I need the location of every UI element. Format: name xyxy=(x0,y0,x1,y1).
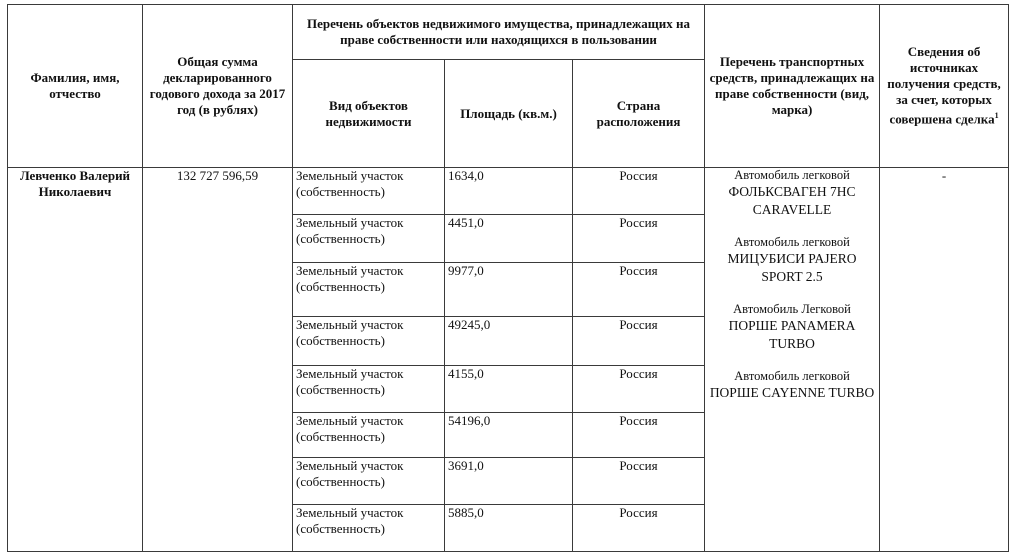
person-income: 132 727 596,59 xyxy=(143,168,293,552)
property-country-cell: Россия xyxy=(573,457,705,504)
property-area-cell: 4155,0 xyxy=(445,365,573,412)
vehicle-type: Автомобиль легковой xyxy=(734,168,850,183)
header-sources xyxy=(880,5,1009,168)
property-area-cell: 1634,0 xyxy=(445,168,573,215)
vehicle-type: Автомобиль легковой xyxy=(734,235,850,250)
property-type-cell: Земельный участок (собственность) xyxy=(293,215,445,263)
vehicle-entry xyxy=(708,168,876,219)
property-country-cell: Россия xyxy=(573,316,705,365)
vehicle-entry xyxy=(708,302,876,353)
header-income: Общая сумма декларированного годового дохода за 2017 год (в рублях) xyxy=(143,5,293,168)
property-type-cell: Земельный участок (собственность) xyxy=(293,365,445,412)
header-property-group: Перечень объектов недвижимого имущества, принадлежащих на праве собственности или находящихся в пользовании xyxy=(293,5,705,60)
property-country-cell: Россия xyxy=(573,412,705,457)
property-type-cell: Земельный участок (собственность) xyxy=(293,316,445,365)
property-country-cell: Россия xyxy=(573,263,705,316)
header-sources-footnote: 1 xyxy=(994,111,999,121)
table-row xyxy=(8,168,1009,215)
declaration-table xyxy=(7,4,1009,552)
vehicle-entry xyxy=(708,369,876,402)
vehicle-entry xyxy=(708,235,876,286)
header-name: Фамилия, имя, отчество xyxy=(8,5,143,168)
property-area-cell: 3691,0 xyxy=(445,457,573,504)
vehicle-type: Автомобиль легковой xyxy=(734,369,850,384)
property-area-cell: 5885,0 xyxy=(445,504,573,551)
property-type-cell: Земельный участок (собственность) xyxy=(293,168,445,215)
property-area-cell: 49245,0 xyxy=(445,316,573,365)
vehicle-model: МИЦУБИСИ PAJERO SPORT 2.5 xyxy=(727,251,857,285)
property-type-cell: Земельный участок (собственность) xyxy=(293,412,445,457)
property-type-cell: Земельный участок (собственность) xyxy=(293,263,445,316)
property-area-cell: 54196,0 xyxy=(445,412,573,457)
header-property-type: Вид объектов недвижимости xyxy=(293,60,445,168)
property-country-cell: Россия xyxy=(573,168,705,215)
header-vehicles: Перечень транспортных средств, принадлежащих на праве собственности (вид, марка) xyxy=(705,5,880,168)
vehicle-model: ФОЛЬКСВАГЕН 7НС CARAVELLE xyxy=(728,184,856,218)
sources-value: - xyxy=(880,168,1009,552)
property-country-cell: Россия xyxy=(573,215,705,263)
property-type-cell: Земельный участок (собственность) xyxy=(293,504,445,551)
person-name: Левченко Валерий Николаевич xyxy=(8,168,143,552)
property-country-cell: Россия xyxy=(573,365,705,412)
property-type-cell: Земельный участок (собственность) xyxy=(293,457,445,504)
property-country-cell: Россия xyxy=(573,504,705,551)
header-area: Площадь (кв.м.) xyxy=(445,60,573,168)
vehicle-type: Автомобиль Легковой xyxy=(733,302,851,317)
vehicle-model: ПОРШЕ PANAMERA TURBO xyxy=(728,318,856,352)
property-area-cell: 9977,0 xyxy=(445,263,573,316)
vehicle-model: ПОРШЕ CAYENNE TURBO xyxy=(709,385,875,401)
vehicles-cell xyxy=(705,168,880,552)
header-country: Страна расположения xyxy=(573,60,705,168)
property-area-cell: 4451,0 xyxy=(445,215,573,263)
header-sources-text: Сведения об источниках получения средств, за счет, которых совершена сделка xyxy=(887,44,1001,127)
